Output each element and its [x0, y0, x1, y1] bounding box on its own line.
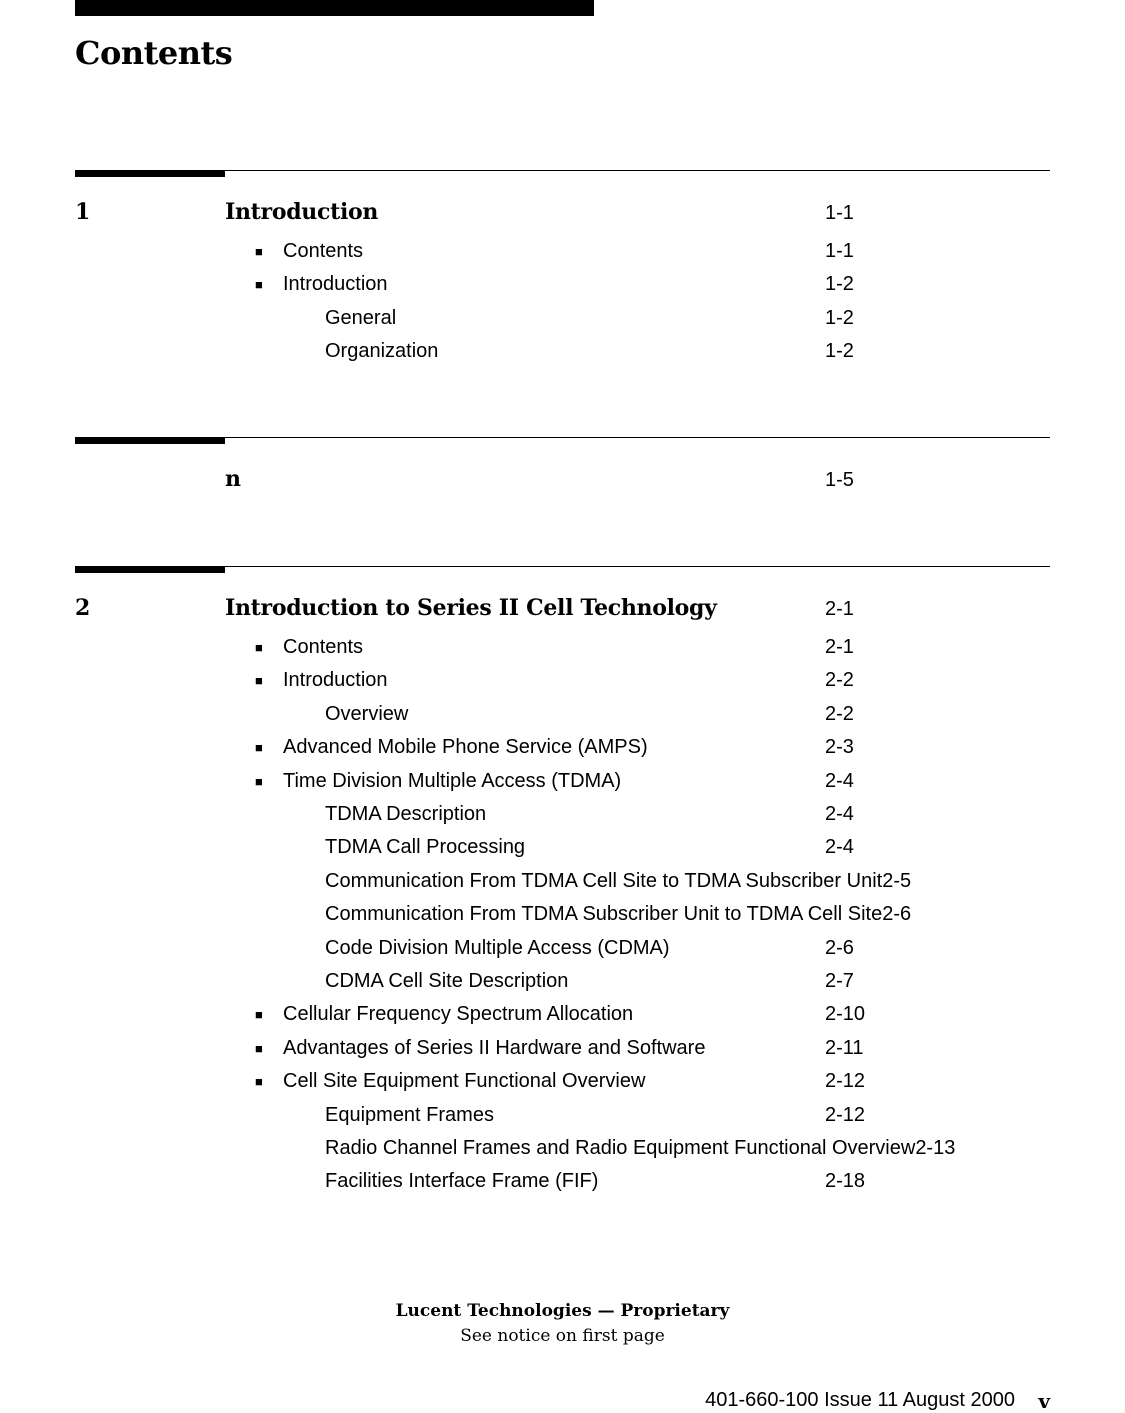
- bullet-square-icon: ■: [255, 1007, 263, 1023]
- chapter-title[interactable]: Introduction: [225, 199, 379, 225]
- toc-entry-page: 2-2: [825, 702, 854, 725]
- toc-entry-page: 2-13: [915, 1137, 956, 1159]
- toc-entry[interactable]: [0, 770, 1125, 794]
- toc-entry-label: CDMA Cell Site Description: [325, 970, 569, 992]
- toc-entry-page: 2-12: [825, 1070, 866, 1093]
- toc-entry[interactable]: [0, 1070, 1125, 1094]
- footer-notice: See notice on first page: [460, 1326, 665, 1346]
- chapter-number: 1: [75, 199, 91, 225]
- toc-entry-page: 2-7: [825, 970, 854, 992]
- footer-proprietary: Lucent Technologies — Proprietary: [395, 1301, 730, 1321]
- toc-entry-label: Communication From TDMA Cell Site to TDMA Subscriber Unit2-5: [325, 869, 912, 892]
- toc-entry-label: Advantages of Series II Hardware and Software: [283, 1036, 706, 1059]
- chapter-page: 2-1: [825, 598, 854, 620]
- toc-entry[interactable]: [0, 1037, 1125, 1061]
- toc-entry-label: Radio Channel Frames and Radio Equipment Functional Overview2-13: [325, 1137, 956, 1159]
- toc-entry-label: Facilities Interface Frame (FIF): [325, 1170, 599, 1193]
- chapter-number: 2: [75, 595, 91, 621]
- toc-entry-label: Organization: [325, 340, 439, 363]
- toc-entry[interactable]: [0, 836, 1125, 860]
- toc-entry-page: 2-6: [882, 903, 912, 926]
- bullet-square-icon: ■: [255, 1074, 263, 1090]
- toc-entry-page: 2-6: [825, 936, 854, 959]
- document-info: 401-660-100 Issue 11 August 2000: [705, 1389, 1015, 1411]
- toc-entry[interactable]: [0, 669, 1125, 693]
- toc-entry[interactable]: [0, 937, 1125, 961]
- toc-entry-page: 2-3: [825, 736, 854, 759]
- bullet-square-icon: ■: [255, 740, 263, 756]
- toc-entry-label: Time Division Multiple Access (TDMA): [283, 769, 622, 792]
- toc-entry-label: Advanced Mobile Phone Service (AMPS): [283, 736, 648, 759]
- toc-entry-label: General: [325, 306, 397, 329]
- top-header-bar: [75, 0, 594, 16]
- toc-entry-label: Contents: [283, 636, 364, 658]
- toc-entry-page: 1-1: [825, 240, 854, 262]
- toc-entry-page: 2-1: [825, 636, 854, 658]
- toc-entry-page: 2-10: [825, 1003, 866, 1026]
- toc-entry[interactable]: [0, 1137, 1125, 1161]
- toc-entry-label: Cellular Frequency Spectrum Allocation: [283, 1003, 634, 1026]
- chapter-title[interactable]: n: [225, 466, 241, 492]
- toc-entry-page: 2-18: [825, 1170, 866, 1193]
- bullet-square-icon: ■: [255, 773, 263, 789]
- toc-entry-label: Introduction: [283, 669, 388, 692]
- toc-entry[interactable]: [0, 340, 1125, 364]
- bullet-square-icon: ■: [255, 640, 263, 655]
- toc-entry[interactable]: [0, 736, 1125, 760]
- toc-entry[interactable]: [0, 636, 1125, 660]
- toc-entry-page: 2-4: [825, 769, 854, 792]
- toc-entry-label: Contents: [283, 240, 364, 262]
- toc-entry-page: 2-4: [825, 836, 854, 859]
- bullet-square-icon: ■: [255, 277, 263, 293]
- toc-entry[interactable]: [0, 1003, 1125, 1027]
- toc-entry-page: 1-2: [825, 306, 854, 329]
- toc-entry-page: 2-11: [825, 1036, 864, 1059]
- toc-entry[interactable]: [0, 307, 1125, 331]
- toc-entry[interactable]: [0, 903, 1125, 927]
- toc-entry[interactable]: [0, 870, 1125, 894]
- page-folio: v: [1038, 1389, 1050, 1413]
- toc-entry-page: 2-4: [825, 803, 854, 825]
- bullet-square-icon: ■: [255, 244, 263, 259]
- toc-entry-page: 1-2: [825, 273, 854, 296]
- toc-entry-page: 2-5: [882, 869, 912, 892]
- toc-entry-label: Code Division Multiple Access (CDMA): [325, 936, 670, 959]
- chapter-title[interactable]: Introduction to Series II Cell Technology: [225, 595, 717, 621]
- toc-entry-label: Communication From TDMA Subscriber Unit to TDMA Cell Site2-6: [325, 903, 912, 926]
- section-2-rule: [75, 437, 1050, 445]
- toc-entry[interactable]: [0, 803, 1125, 827]
- toc-entry-page: 1-2: [825, 340, 854, 363]
- toc-entry-label: TDMA Description: [325, 803, 487, 825]
- toc-entry-label: Overview: [325, 702, 409, 725]
- chapter-page: 1-1: [825, 202, 854, 224]
- toc-entry[interactable]: [0, 703, 1125, 727]
- section-3-rule: [75, 566, 1050, 574]
- bullet-square-icon: ■: [255, 673, 263, 689]
- toc-entry[interactable]: [0, 970, 1125, 994]
- toc-entry-label: Introduction: [283, 273, 388, 296]
- bullet-square-icon: ■: [255, 1040, 263, 1056]
- page-title: Contents: [75, 34, 233, 72]
- toc-entry-label: TDMA Call Processing: [325, 836, 526, 859]
- toc-entry[interactable]: [0, 240, 1125, 264]
- toc-entry-page: 2-12: [825, 1103, 866, 1126]
- section-1-rule: [75, 170, 1050, 178]
- toc-entry[interactable]: [0, 273, 1125, 297]
- chapter-page: 1-5: [825, 469, 854, 491]
- toc-entry-label: Cell Site Equipment Functional Overview: [283, 1070, 646, 1093]
- toc-entry-label: Equipment Frames: [325, 1103, 494, 1126]
- toc-entry[interactable]: [0, 1104, 1125, 1128]
- toc-entry[interactable]: [0, 1170, 1125, 1194]
- toc-entry-page: 2-2: [825, 669, 854, 692]
